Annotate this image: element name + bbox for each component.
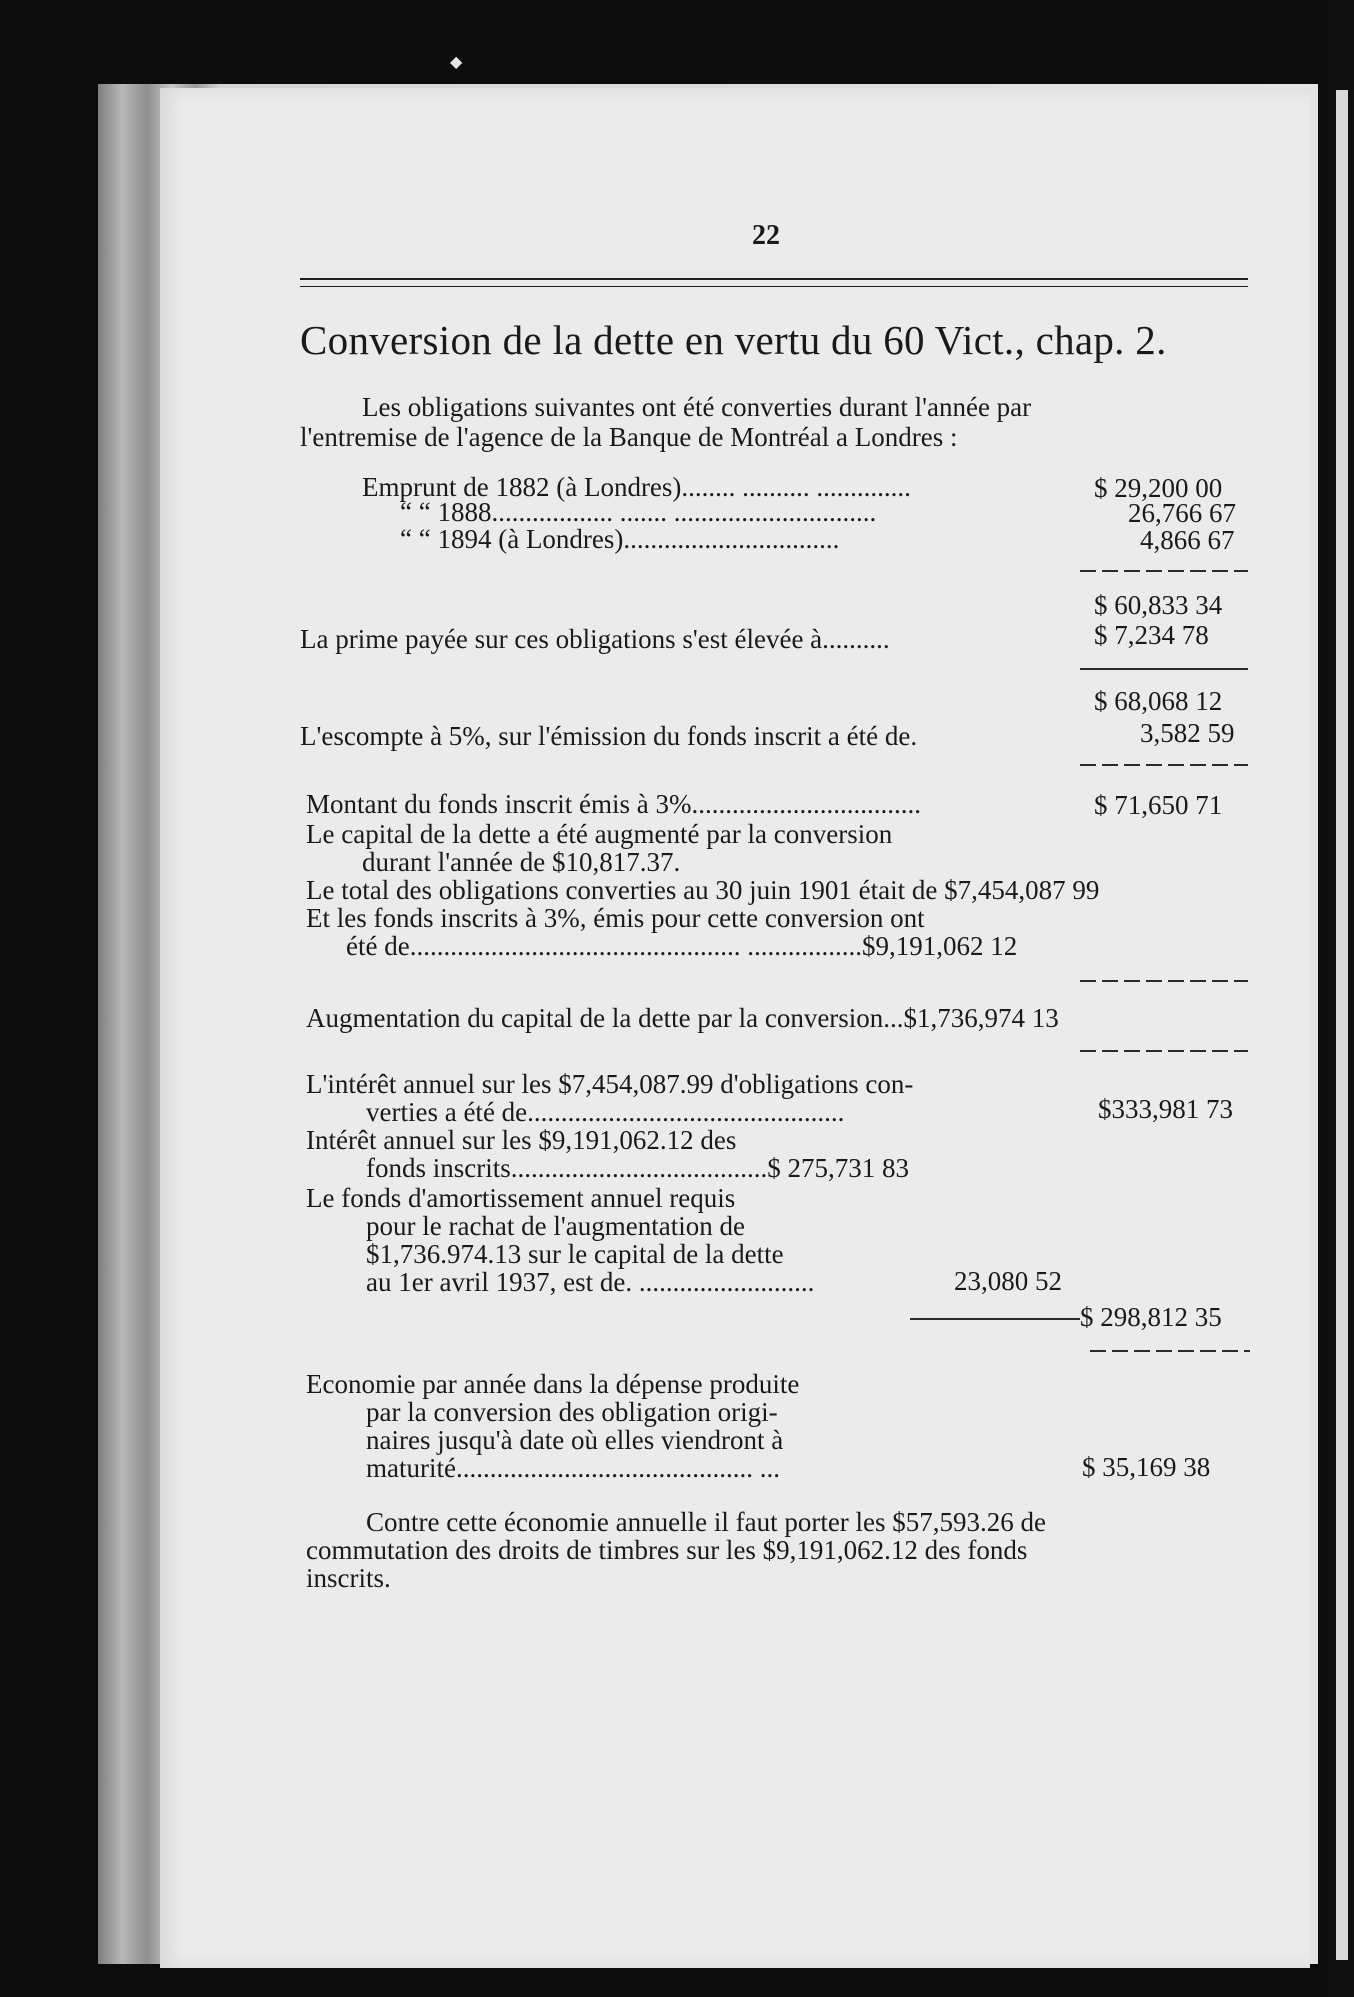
loan-1888-amount: 26,766 67 <box>1128 498 1236 528</box>
closing-line-1: Contre cette économie annuelle il faut porter les $57,593.26 de <box>366 1507 1047 1537</box>
fund-issued-label: Montant du fonds inscrit émis à 3%.................................. <box>306 789 921 819</box>
total-converted: Le total des obligations converties au 30 juin 1901 était de $7,454,087 99 <box>306 875 1100 905</box>
closing-line-3: inscrits. <box>306 1563 391 1593</box>
interest-funds-line-1: Intérêt annuel sur les $9,191,062.12 des <box>306 1125 737 1155</box>
funds-line-2: été de................................................. .................$9,191,062 12 <box>346 931 1018 961</box>
subtotal-1: $ 60,833 34 <box>1094 590 1223 620</box>
sinking-amount: 23,080 52 <box>954 1266 1062 1296</box>
loan-1894-amount: 4,866 67 <box>1140 525 1235 555</box>
closing-line-2: commutation des droits de timbres sur les $9,191,062.12 des fonds <box>306 1535 1028 1565</box>
separator-3 <box>1080 764 1248 766</box>
loan-1882-amount: $ 29,200 00 <box>1094 473 1223 503</box>
economy-line-4: maturité............................................ ... <box>366 1453 780 1483</box>
loan-1894-label: “ “ 1894 (à Londres)................................ <box>400 524 840 554</box>
capital-line-2: durant l'année de $10,817.37. <box>362 847 681 877</box>
premium-label: La prime payée sur ces obligations s'est élevée à.......... <box>300 624 890 654</box>
intro-line-2: l'entremise de l'agence de la Banque de Montréal a Londres : <box>300 422 958 452</box>
sinking-line-3: $1,736.974.13 sur le capital de la dette <box>366 1239 784 1269</box>
loan-1882-label: Emprunt de 1882 (à Londres)........ .......... .............. <box>362 472 911 502</box>
separator-4 <box>1080 980 1248 982</box>
separator-7 <box>1090 1350 1250 1352</box>
interest-line-1: L'intérêt annuel sur les $7,454,087.99 d'obligations con- <box>306 1069 914 1099</box>
separator-5 <box>1080 1050 1248 1052</box>
economy-amount: $ 35,169 38 <box>1082 1452 1211 1482</box>
premium-amount: $ 7,234 78 <box>1094 620 1209 650</box>
subtotal-2: $ 68,068 12 <box>1094 686 1223 716</box>
header-rule-top <box>300 278 1248 280</box>
adjacent-page-strip <box>1328 0 1354 1997</box>
economy-line-3: naires jusqu'à date où elles viendront à <box>366 1425 784 1455</box>
interest-line-2: verties a été de............................................... <box>366 1097 845 1127</box>
discount-amount: 3,582 59 <box>1140 718 1235 748</box>
scan-dust-mark: ◆ <box>450 52 463 71</box>
sinking-total: $ 298,812 35 <box>1080 1302 1222 1332</box>
loan-1888-label: “ “ 1888.................. ....... .............................. <box>400 497 877 527</box>
separator-1 <box>1080 570 1248 572</box>
interest-funds-line-2: fonds inscrits......................................$ 275,731 83 <box>366 1153 909 1183</box>
economy-line-1: Economie par année dans la dépense produite <box>306 1369 800 1399</box>
economy-line-2: par la conversion des obligation origi- <box>366 1397 778 1427</box>
page-number: 22 <box>752 220 780 251</box>
sinking-line-1: Le fonds d'amortissement annuel requis <box>306 1183 736 1213</box>
sinking-line-2: pour le rachat de l'augmentation de <box>366 1211 745 1241</box>
funds-line-1: Et les fonds inscrits à 3%, émis pour cette conversion ont <box>306 903 925 933</box>
sinking-line-4: au 1er avril 1937, est de. .......................... <box>366 1267 815 1297</box>
header-rule-bottom <box>300 286 1248 287</box>
augmentation-line: Augmentation du capital de la dette par la conversion...$1,736,974 13 <box>306 1003 1059 1033</box>
discount-label: L'escompte à 5%, sur l'émission du fonds inscrit a été de. <box>300 721 918 751</box>
interest-amount: $333,981 73 <box>1098 1094 1233 1124</box>
separator-6 <box>910 1318 1080 1320</box>
intro-line-1: Les obligations suivantes ont été converties durant l'année par <box>362 392 1032 422</box>
separator-2 <box>1080 668 1248 670</box>
section-title: Conversion de la dette en vertu du 60 Vict., chap. 2. <box>300 317 1167 363</box>
capital-line-1: Le capital de la dette a été augmenté par la conversion <box>306 819 893 849</box>
fund-issued-amount: $ 71,650 71 <box>1094 790 1223 820</box>
